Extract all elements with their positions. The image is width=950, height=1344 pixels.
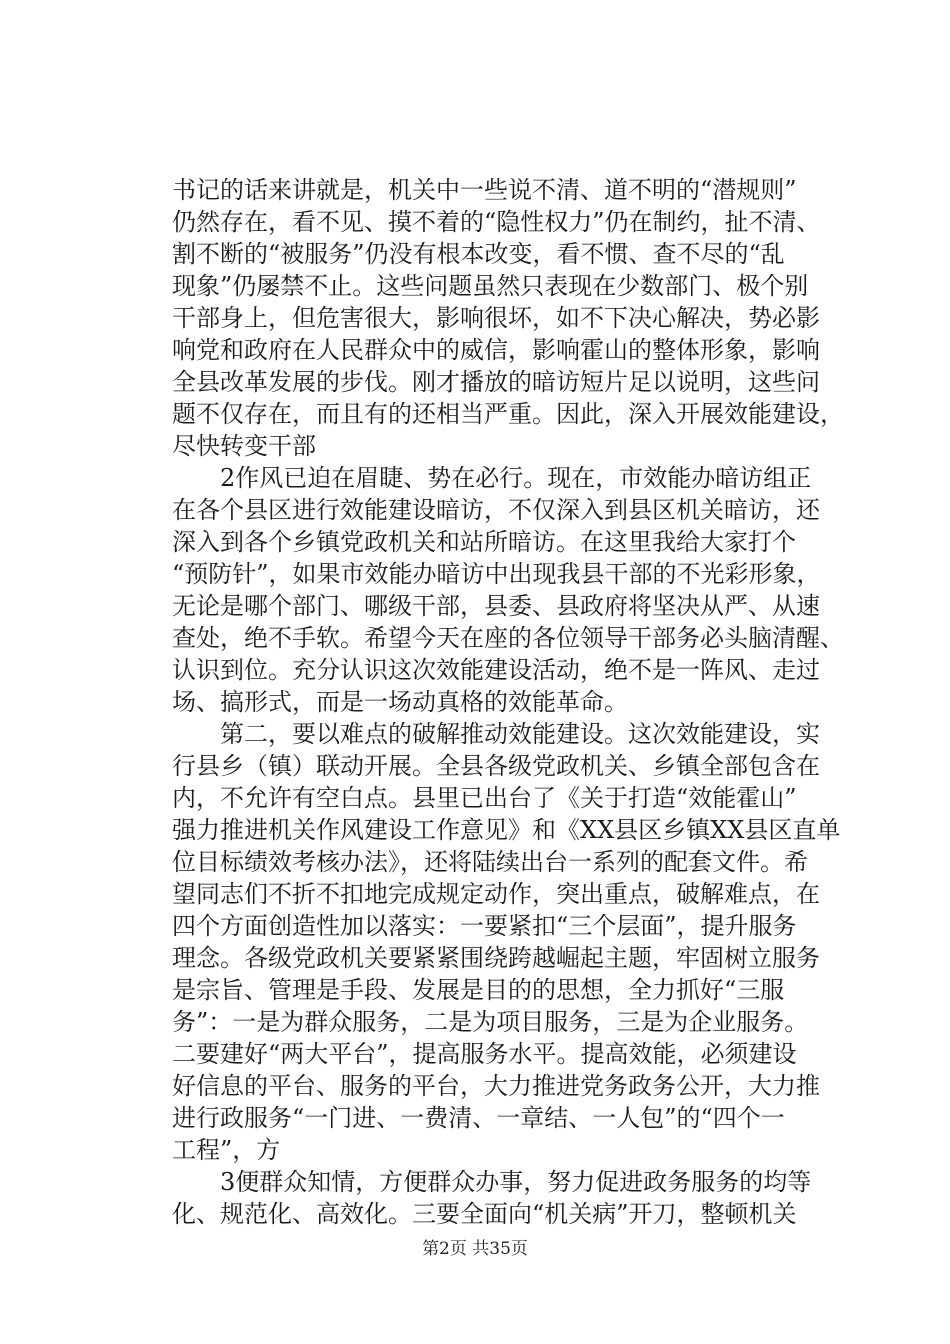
text-line: 认识到位。充分认识这次效能建设活动，绝不是一阵风、走过 [172,656,820,684]
text-line: 3便群众知情，方便群众办事，努力促进政务服务的均等 [172,1168,812,1196]
text-line: 响党和政府在人民群众中的威信，影响霍山的整体形象，影响 [172,336,820,364]
text-line: 望同志们不折不扣地完成规定动作，突出重点，破解难点，在 [172,880,820,908]
text-line: 仍然存在，看不见、摸不着的“隐性权力”仍在制约，扯不清、 [172,208,821,236]
text-line: 务”：一是为群众服务，二是为项目服务，三是为企业服务。 [172,1008,809,1036]
text-line: 好信息的平台、服务的平台，大力推进党务政务公开，大力推 [172,1072,820,1100]
text-line: 现象”仍屡禁不止。这些问题虽然只表现在少数部门、极个别 [172,272,809,300]
text-line: 内，不允许有空白点。县里已出台了《关于打造“效能霍山” [172,784,797,812]
text-line: 干部身上，但危害很大，影响很坏，如不下决心解决，势必影 [172,304,820,332]
body-text [172,174,862,1230]
text-line: 二要建好“两大平台”，提高服务水平。提高效能，必须建设 [172,1040,797,1068]
text-line: 化、规范化、高效化。三要全面向“机关病”开刀，整顿机关 [172,1200,797,1228]
text-line: 2作风已迫在眉睫、势在必行。现在，市效能办暗访组正 [172,464,812,492]
text-line: 理念。各级党政机关要紧紧围绕跨越崛起主题，牢固树立服务 [172,944,820,972]
text-line: 深入到各个乡镇党政机关和站所暗访。在这里我给大家打个 [172,528,796,556]
text-line: 是宗旨、管理是手段、发展是目的的思想，全力抓好“三服 [172,976,785,1004]
text-line: 四个方面创造性加以落实：一要紧扣“三个层面”，提升服务 [172,912,797,940]
text-line: 无论是哪个部门、哪级干部，县委、县政府将坚决从严、从速 [172,592,820,620]
text-line: 查处，绝不手软。希望今天在座的各位领导干部务必头脑清醒、 [172,624,844,652]
page-footer: 第2页 共35页 [422,1239,528,1259]
text-line: 工程”，方 [172,1136,281,1164]
text-line: 第二，要以难点的破解推动效能建设。这次效能建设，实 [172,720,820,748]
text-line: 位目标绩效考核办法》，还将陆续出台一系列的配套文件。希 [172,848,808,876]
text-line: 进行政服务“一门进、一费清、一章结、一人包”的“四个一 [172,1104,785,1132]
text-line: 尽快转变干部 [172,432,316,460]
text-line: 强力推进机关作风建设工作意见》和《XX县区乡镇XX县区直单 [172,816,841,844]
text-line: 行县乡（镇）联动开展。全县各级党政机关、乡镇全部包含在 [172,752,820,780]
text-line: 全县改革发展的步伐。刚才播放的暗访短片足以说明，这些问 [172,368,820,396]
text-line: 题不仅存在，而且有的还相当严重。因此，深入开展效能建设， [172,400,844,428]
text-line: 割不断的“被服务”仍没有根本改变，看不惯、查不尽的“乱 [172,240,785,268]
text-line: 场、搞形式，而是一场动真格的效能革命。 [172,688,628,716]
text-line: 书记的话来讲就是，机关中一些说不清、道不明的“潜规则” [172,176,797,204]
text-line: “预防针”，如果市效能办暗访中出现我县干部的不光彩形象， [172,560,821,588]
text-line: 在各个县区进行效能建设暗访，不仅深入到县区机关暗访，还 [172,496,820,524]
